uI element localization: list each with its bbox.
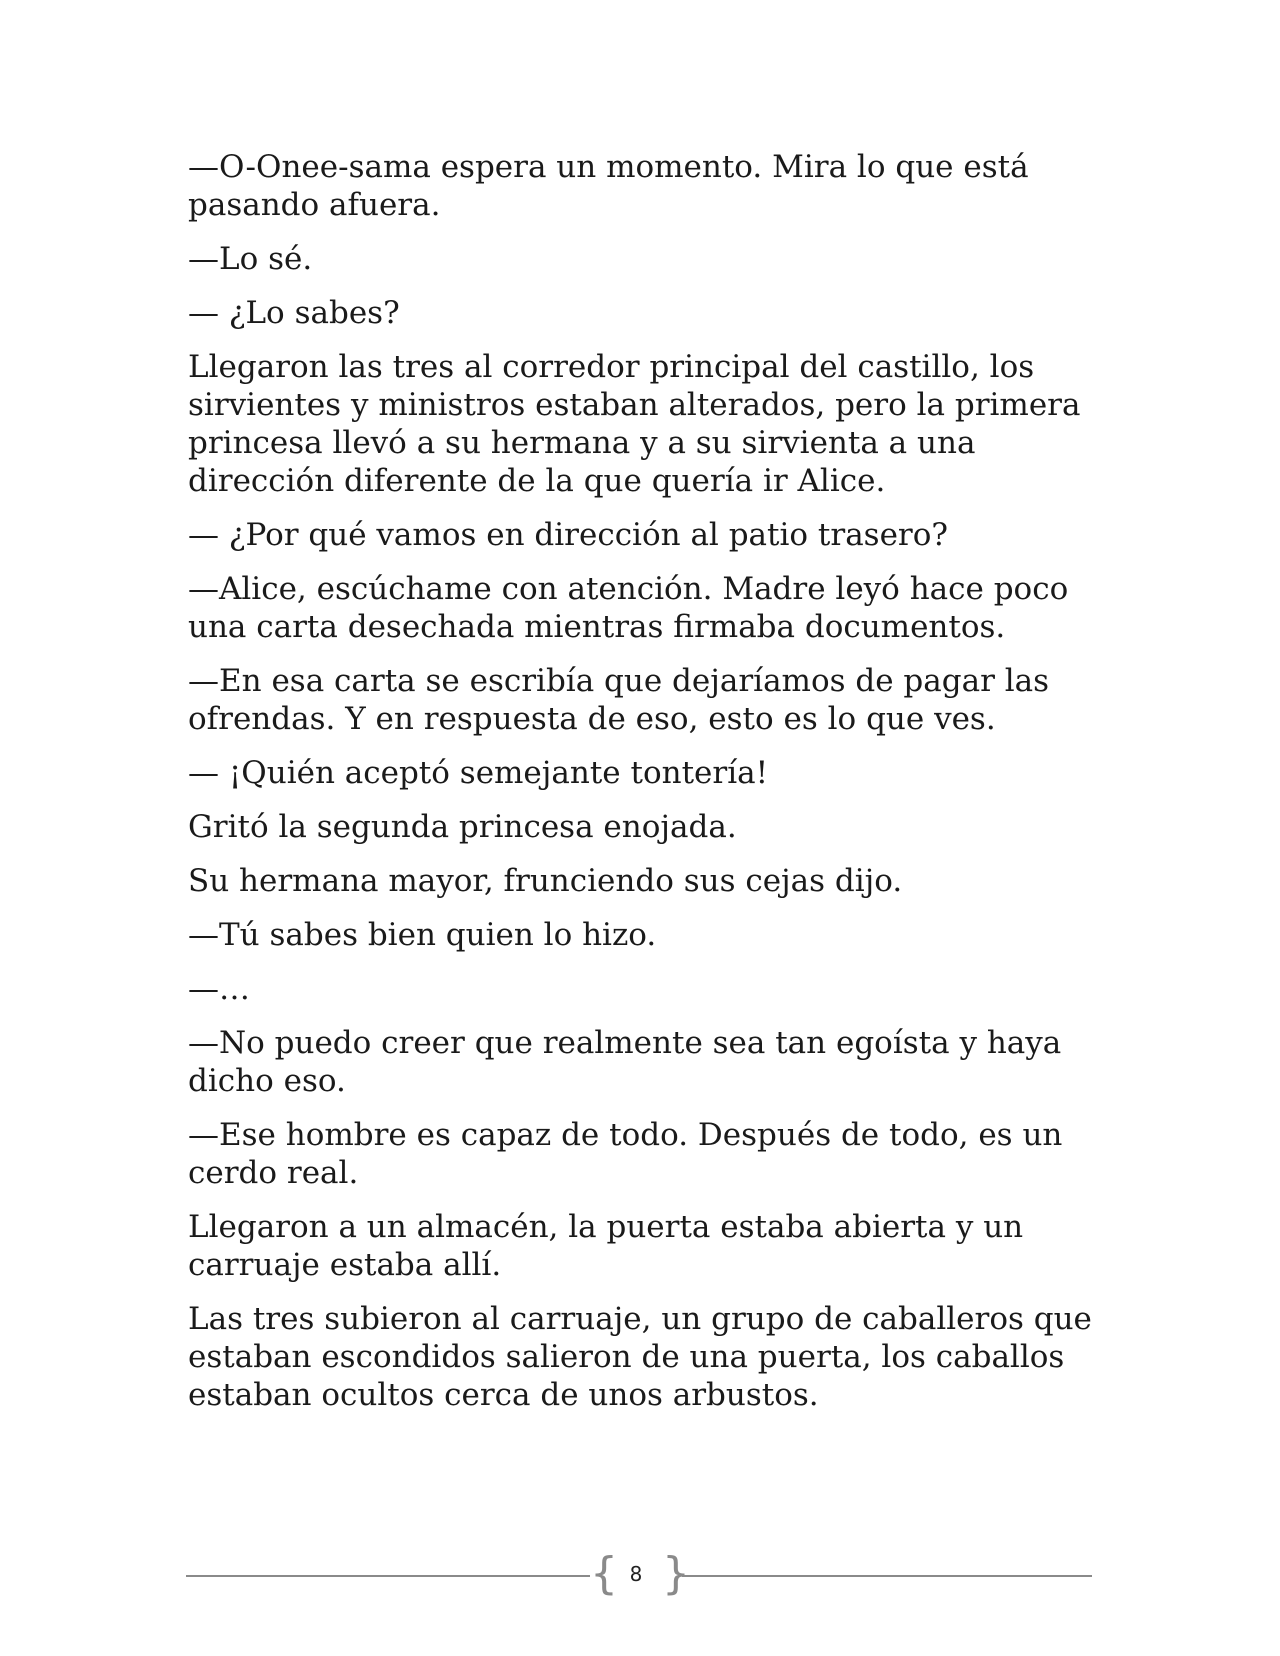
footer-rule-right — [682, 1575, 1092, 1577]
paragraph: —Ese hombre es capaz de todo. Después de todo, es un cerdo real. — [188, 1117, 1063, 1191]
paragraph: Su hermana mayor, frunciendo sus cejas dijo. — [188, 863, 903, 899]
paragraph: — ¿Por qué vamos en dirección al patio trasero? — [188, 517, 949, 553]
paragraph: — ¡Quién aceptó semejante tontería! — [188, 755, 769, 791]
paragraph: Llegaron a un almacén, la puerta estaba abierta y un carruaje estaba allí. — [188, 1209, 1024, 1283]
paragraph: —En esa carta se escribía que dejaríamos de pagar las ofrendas. Y en respuesta de eso, esto es lo que ves. — [188, 663, 1050, 737]
page-footer — [186, 1544, 1092, 1604]
paragraph: — ¿Lo sabes? — [188, 295, 400, 331]
paragraph: Las tres subieron al carruaje, un grupo de caballeros que estaban escondidos salieron de una puerta, los caballos estaban ocultos cerca de unos arbustos. — [188, 1301, 1092, 1413]
paragraph: —No puedo creer que realmente sea tan egoísta y haya dicho eso. — [188, 1025, 1062, 1099]
body-text — [188, 148, 1100, 1430]
paragraph: —Lo sé. — [188, 241, 313, 277]
footer-rule-left — [186, 1575, 590, 1577]
paragraph: —O-Onee-sama espera un momento. Mira lo que está pasando afuera. — [188, 149, 1029, 223]
page-number: 8 — [629, 1562, 643, 1586]
left-bracket-icon: { — [590, 1548, 618, 1599]
paragraph: —Alice, escúchame con atención. Madre leyó hace poco una carta desechada mientras firmaba documentos. — [188, 571, 1069, 645]
right-bracket-icon: } — [662, 1548, 690, 1599]
paragraph: Gritó la segunda princesa enojada. — [188, 809, 737, 845]
paragraph: Llegaron las tres al corredor principal del castillo, los sirvientes y ministros estaban alterados, pero la primera princesa llevó a su hermana y a su sirvienta a una dirección diferente de la que quería ir Alice. — [188, 349, 1081, 499]
paragraph: —… — [188, 971, 250, 1007]
paragraph: —Tú sabes bien quien lo hizo. — [188, 917, 657, 953]
